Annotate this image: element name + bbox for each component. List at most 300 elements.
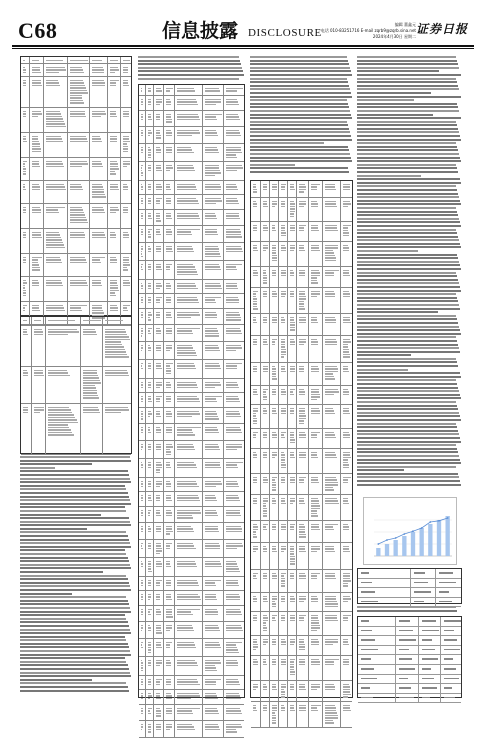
table-cell xyxy=(418,684,419,693)
table-row xyxy=(139,558,244,577)
text-line xyxy=(357,56,456,58)
table-row xyxy=(139,639,244,657)
table-cell xyxy=(174,577,203,590)
table-cell xyxy=(43,277,68,301)
text-line xyxy=(357,437,460,439)
text-line xyxy=(138,78,239,80)
table-cell xyxy=(223,325,245,341)
table-cell xyxy=(340,386,353,404)
table-cell xyxy=(174,127,203,143)
table-row xyxy=(139,325,244,342)
table-cell xyxy=(174,657,203,675)
text-line xyxy=(250,128,349,130)
table-row xyxy=(251,242,352,267)
table-cell xyxy=(340,336,353,362)
text-line xyxy=(20,470,128,472)
table-cell xyxy=(223,705,245,720)
text-line xyxy=(357,448,457,450)
table-cell xyxy=(43,181,68,203)
table-cell xyxy=(107,133,121,157)
text-line xyxy=(250,96,352,98)
table-cell xyxy=(67,64,90,76)
table-cell xyxy=(308,267,323,287)
table-row xyxy=(139,144,244,162)
text-line xyxy=(357,232,457,234)
text-line xyxy=(20,690,129,692)
column-4-text xyxy=(357,56,462,490)
table-cell xyxy=(202,690,224,704)
text-line xyxy=(250,106,349,108)
text-line xyxy=(357,236,458,238)
text-line xyxy=(20,517,129,519)
table-cell xyxy=(251,405,260,428)
text-line xyxy=(250,121,347,123)
text-line xyxy=(357,239,459,241)
table-row xyxy=(139,309,244,325)
text-line xyxy=(357,160,461,162)
text-line xyxy=(357,142,456,144)
table-cell xyxy=(89,204,108,228)
table-cell xyxy=(107,57,121,63)
table-cell xyxy=(223,639,245,656)
table-cell xyxy=(322,636,341,655)
table-row xyxy=(139,210,244,226)
table-cell xyxy=(89,277,108,301)
text-line xyxy=(20,499,130,501)
table-cell xyxy=(308,386,323,404)
table-cell xyxy=(340,363,353,385)
table-cell xyxy=(120,57,132,63)
text-line xyxy=(357,376,461,378)
table-cell xyxy=(67,277,90,301)
table-cell xyxy=(322,474,341,494)
chart-svg xyxy=(364,498,456,564)
table-cell xyxy=(251,543,260,569)
table-row xyxy=(139,523,244,540)
table-cell xyxy=(174,181,203,194)
table-cell xyxy=(322,363,341,385)
table-cell xyxy=(322,570,341,592)
text-line xyxy=(357,279,458,281)
table-cell xyxy=(202,408,224,423)
table-cell xyxy=(202,226,224,242)
text-line xyxy=(357,426,457,428)
table-cell xyxy=(29,254,44,276)
table-cell xyxy=(308,363,323,385)
chart-bar xyxy=(411,532,415,556)
table-cell xyxy=(223,622,245,638)
text-line xyxy=(20,657,125,659)
text-line xyxy=(357,261,459,263)
text-line xyxy=(357,175,421,177)
table-row xyxy=(139,657,244,676)
text-line xyxy=(250,74,352,76)
chart-bar xyxy=(385,544,389,556)
table-row xyxy=(21,404,131,455)
text-line xyxy=(357,193,458,195)
text-line xyxy=(357,340,457,342)
text-line xyxy=(357,397,461,399)
table-cell xyxy=(440,655,441,664)
column-1-text xyxy=(20,456,132,696)
text-line xyxy=(357,444,456,446)
table-cell xyxy=(223,144,245,161)
text-line xyxy=(357,92,431,94)
table-cell xyxy=(251,429,260,448)
table-cell xyxy=(251,386,260,404)
table-cell xyxy=(395,636,396,645)
text-line xyxy=(357,379,456,381)
text-line xyxy=(357,297,457,299)
text-line xyxy=(250,164,295,166)
table-cell xyxy=(29,181,44,203)
text-line xyxy=(20,474,129,476)
table-row xyxy=(139,591,244,606)
table-cell xyxy=(67,133,90,157)
table-cell xyxy=(322,543,341,569)
text-line xyxy=(357,157,460,159)
table-cell xyxy=(174,280,203,293)
text-line xyxy=(20,496,129,498)
table-row xyxy=(358,665,461,675)
table-row xyxy=(21,57,131,64)
table-row xyxy=(21,204,131,229)
table-row xyxy=(139,162,244,181)
text-line xyxy=(357,275,457,277)
table-row xyxy=(139,226,244,243)
text-line xyxy=(357,336,456,338)
table-cell xyxy=(174,294,203,308)
text-line xyxy=(357,200,460,202)
table-cell xyxy=(174,144,203,161)
table-cell xyxy=(43,254,68,276)
text-line xyxy=(357,218,459,220)
masthead-rule-thin xyxy=(12,48,474,49)
table-cell xyxy=(21,57,29,63)
text-line xyxy=(250,160,352,162)
table-cell xyxy=(45,404,81,454)
text-line xyxy=(357,185,456,187)
table-cell xyxy=(395,646,396,655)
text-line xyxy=(357,250,418,252)
text-line xyxy=(20,585,130,587)
text-line xyxy=(20,521,130,523)
table-row xyxy=(251,429,352,449)
table-row xyxy=(139,492,244,507)
table-cell xyxy=(410,579,411,588)
table-cell xyxy=(322,336,341,362)
table-cell xyxy=(202,294,224,308)
text-line xyxy=(357,254,457,256)
text-line xyxy=(20,611,131,613)
table-cell xyxy=(202,606,224,621)
table-cell xyxy=(174,591,203,605)
chart-bar xyxy=(428,524,432,556)
table-cell xyxy=(251,181,260,197)
table-cell xyxy=(67,229,90,253)
text-line xyxy=(20,564,130,566)
table-row xyxy=(139,690,244,705)
table-cell xyxy=(202,280,224,293)
table-cell xyxy=(102,317,132,325)
text-line xyxy=(357,171,458,173)
text-line xyxy=(138,67,242,69)
text-line xyxy=(357,149,458,151)
table-cell xyxy=(21,204,29,228)
table-cell xyxy=(174,408,203,423)
text-line xyxy=(357,423,456,425)
table-cell xyxy=(120,64,132,76)
table-cell xyxy=(45,317,81,325)
text-line xyxy=(250,92,351,94)
text-line xyxy=(250,167,348,169)
table-cell xyxy=(107,64,121,76)
table-cell xyxy=(395,665,396,674)
table-cell xyxy=(395,694,396,703)
table-row xyxy=(251,474,352,495)
table-cell xyxy=(202,162,224,180)
chart-bar xyxy=(446,516,450,556)
table-cell xyxy=(107,181,121,203)
text-line xyxy=(357,354,411,356)
table-row xyxy=(139,507,244,523)
text-line xyxy=(357,182,461,184)
table-row xyxy=(251,570,352,593)
table-cell xyxy=(251,612,260,635)
text-line xyxy=(20,646,129,648)
table-cell xyxy=(45,326,81,366)
table-row xyxy=(251,386,352,405)
table-cell xyxy=(29,133,44,157)
text-line xyxy=(20,607,130,609)
text-line xyxy=(357,229,456,231)
text-line xyxy=(357,124,457,126)
table-cell xyxy=(395,617,396,626)
text-line xyxy=(250,124,348,126)
text-line xyxy=(357,610,457,612)
masthead-meta xyxy=(296,22,416,40)
table-cell xyxy=(223,591,245,605)
text-line xyxy=(20,460,131,462)
table-row xyxy=(358,646,461,656)
text-line xyxy=(357,415,460,417)
disclosure-table-2 xyxy=(20,316,132,454)
table-cell xyxy=(21,158,29,180)
table-cell xyxy=(223,657,245,675)
chart-bar xyxy=(402,536,406,556)
text-line xyxy=(20,618,126,620)
table-cell xyxy=(308,181,323,197)
text-line xyxy=(357,117,461,119)
table-cell xyxy=(67,254,90,276)
text-line xyxy=(357,480,460,482)
table-cell xyxy=(251,336,260,362)
table-row xyxy=(139,85,244,96)
table-cell xyxy=(223,195,245,209)
table-cell xyxy=(31,404,46,454)
table-cell xyxy=(31,326,46,366)
table-row xyxy=(139,96,244,111)
table-row xyxy=(139,195,244,210)
table-row xyxy=(139,261,244,280)
table-row xyxy=(251,198,352,222)
table-row xyxy=(358,569,461,579)
table-cell xyxy=(202,360,224,378)
table-cell xyxy=(29,108,44,132)
text-line xyxy=(20,549,125,551)
table-row xyxy=(251,636,352,656)
table-cell xyxy=(418,694,419,703)
text-line xyxy=(357,372,460,374)
text-line xyxy=(138,63,241,65)
table-cell xyxy=(322,521,341,542)
table-cell xyxy=(202,523,224,539)
table-cell xyxy=(308,543,323,569)
table-cell xyxy=(440,694,441,703)
text-line xyxy=(357,433,459,435)
text-line xyxy=(20,679,92,681)
table-cell xyxy=(418,675,419,684)
text-line xyxy=(357,329,460,331)
table-cell xyxy=(174,226,203,242)
table-cell xyxy=(251,593,260,611)
text-line xyxy=(357,311,438,313)
table-cell xyxy=(21,64,29,76)
table-cell xyxy=(202,507,224,522)
table-cell xyxy=(223,379,245,392)
text-line xyxy=(357,304,459,306)
table-row xyxy=(251,181,352,198)
table-row xyxy=(139,243,244,261)
table-cell xyxy=(120,254,132,276)
table-cell xyxy=(174,96,203,110)
table-row xyxy=(139,540,244,558)
text-line xyxy=(20,553,126,555)
text-line xyxy=(357,344,458,346)
table-cell xyxy=(174,379,203,392)
table-cell xyxy=(223,96,245,110)
text-line xyxy=(357,106,458,108)
table-row xyxy=(139,622,244,639)
table-cell xyxy=(43,108,68,132)
table-cell xyxy=(202,478,224,491)
text-line xyxy=(20,503,131,505)
text-line xyxy=(20,488,126,490)
text-line xyxy=(357,211,457,213)
table-row xyxy=(139,424,244,441)
table-cell xyxy=(202,721,224,737)
table-cell xyxy=(21,133,29,157)
table-cell xyxy=(107,158,121,180)
table-row xyxy=(139,342,244,360)
table-row xyxy=(251,222,352,242)
table-cell xyxy=(308,495,323,520)
text-line xyxy=(250,81,348,83)
table-row xyxy=(251,336,352,363)
table-cell xyxy=(322,314,341,335)
table-cell xyxy=(174,459,203,477)
table-cell xyxy=(174,210,203,225)
text-line xyxy=(250,153,350,155)
table-row xyxy=(21,229,131,254)
table-cell xyxy=(340,474,353,494)
table-row xyxy=(21,254,131,277)
table-cell xyxy=(395,684,396,693)
table-cell xyxy=(308,222,323,241)
table-cell xyxy=(202,459,224,477)
table-row xyxy=(21,158,131,181)
date-line: 2024年4月30日 星期二 xyxy=(372,34,416,39)
table-cell xyxy=(418,636,419,645)
table-cell xyxy=(174,690,203,704)
text-line xyxy=(357,246,461,248)
table-row xyxy=(358,627,461,637)
table-cell xyxy=(340,521,353,542)
table-cell xyxy=(202,676,224,689)
chart-bar xyxy=(437,520,441,556)
text-line xyxy=(357,135,460,137)
table-row xyxy=(139,459,244,478)
text-line xyxy=(357,361,457,363)
text-line xyxy=(357,96,461,98)
table-row xyxy=(139,294,244,309)
table-row xyxy=(139,577,244,591)
table-cell xyxy=(322,222,341,241)
table-cell xyxy=(89,254,108,276)
table-cell xyxy=(251,681,260,701)
table-cell xyxy=(223,540,245,557)
text-line xyxy=(20,675,131,677)
table-cell xyxy=(440,636,441,645)
table-cell xyxy=(322,612,341,635)
text-line xyxy=(357,264,460,266)
table-cell xyxy=(340,405,353,428)
text-line xyxy=(357,99,414,101)
disclosure-table-3 xyxy=(138,84,245,698)
text-line xyxy=(357,243,460,245)
table-cell xyxy=(120,133,132,157)
text-line xyxy=(357,347,459,349)
text-line xyxy=(250,142,324,144)
table-cell xyxy=(418,617,419,626)
text-line xyxy=(250,103,348,105)
table-cell xyxy=(202,342,224,359)
table-cell xyxy=(21,317,31,325)
table-cell xyxy=(202,441,224,458)
table-cell xyxy=(202,261,224,279)
table-row xyxy=(21,64,131,77)
table-cell xyxy=(435,569,436,578)
table-cell xyxy=(251,363,260,385)
table-row xyxy=(139,408,244,424)
table-cell xyxy=(174,360,203,378)
table-cell xyxy=(340,702,353,727)
table-cell xyxy=(308,336,323,362)
table-cell xyxy=(322,288,341,313)
table-row xyxy=(251,267,352,288)
table-cell xyxy=(174,162,203,180)
text-line xyxy=(357,369,408,371)
table-cell xyxy=(308,405,323,428)
detail-table xyxy=(357,616,462,698)
text-line xyxy=(20,567,131,569)
text-line xyxy=(20,686,128,688)
table-cell xyxy=(223,441,245,458)
table-row xyxy=(251,405,352,429)
table-cell xyxy=(308,242,323,266)
text-line xyxy=(20,542,130,544)
table-cell xyxy=(322,495,341,520)
